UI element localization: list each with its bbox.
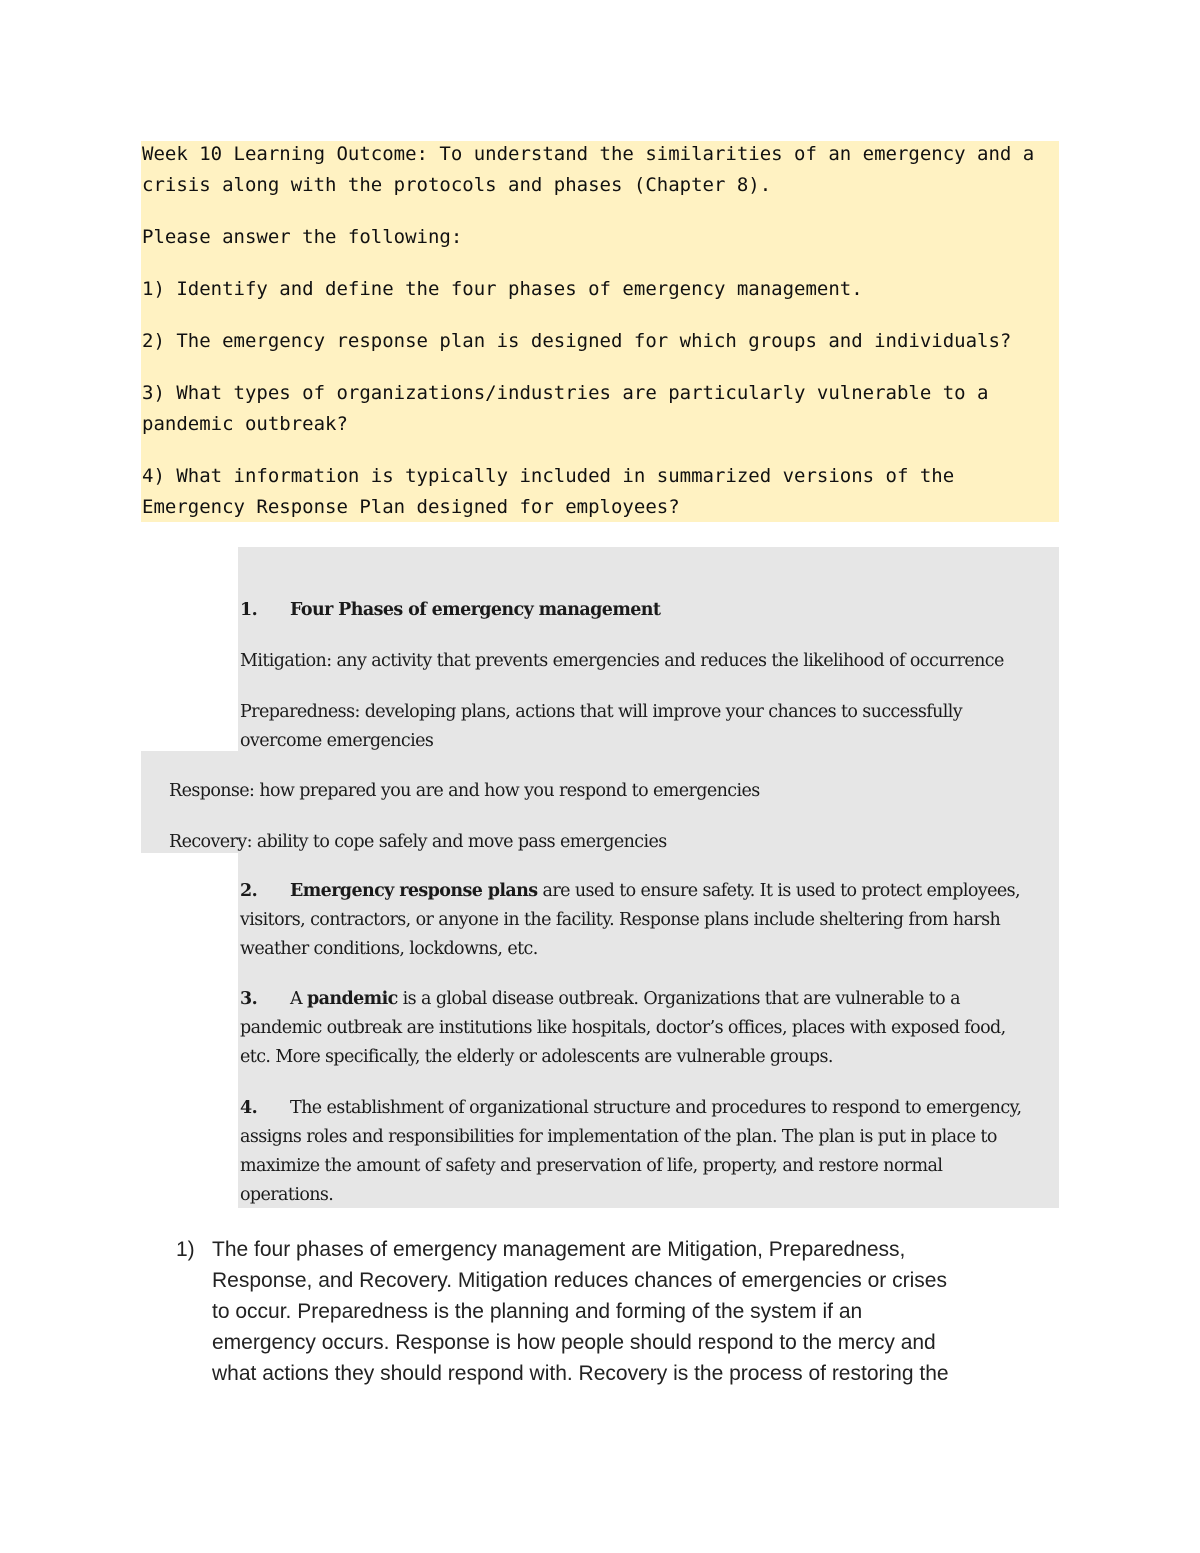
item-1-number: 1.: [240, 600, 258, 620]
item-2-line-2: visitors, contractors, or anyone in the facility. Response plans include sheltering from harsh: [240, 910, 1001, 930]
item-3-line-1: [240, 985, 960, 1014]
item-3-prefix: A: [290, 989, 308, 1009]
item-2-line-1: [240, 877, 1020, 906]
preparedness-line-1: Preparedness: developing plans, actions that will improve your chances to successfully: [240, 702, 963, 722]
item-4-line-1-text: The establishment of organizational structure and procedures to respond to emergency,: [290, 1098, 1022, 1118]
item-4-line-3: maximize the amount of safety and preservation of life, property, and restore normal: [240, 1156, 943, 1176]
answer-1: [176, 1234, 1092, 1389]
mitigation-definition: Mitigation: any activity that prevents emergencies and reduces the likelihood of occurrence: [240, 651, 1004, 671]
item-1-title: Four Phases of emergency management: [290, 600, 661, 620]
response-definition: Response: how prepared you are and how you respond to emergencies: [169, 781, 760, 801]
item-3-number: 3.: [240, 989, 258, 1009]
item-1-heading: [240, 596, 660, 625]
question-3-line-1: 3) What types of organizations/industries are particularly vulnerable to a: [142, 382, 989, 404]
item-2-term: Emergency response plans: [290, 881, 538, 901]
answer-1-line-1: The four phases of emergency management are Mitigation, Preparedness,: [212, 1238, 906, 1261]
question-1: 1) Identify and define the four phases of emergency management.: [142, 278, 863, 300]
item-3-line-3: etc. More specifically, the elderly or adolescents are vulnerable groups.: [240, 1047, 833, 1067]
answer-1-line-2: Response, and Recovery. Mitigation reduces chances of emergencies or crises: [212, 1269, 947, 1292]
preparedness-line-2: overcome emergencies: [240, 731, 434, 751]
question-4-line-1: 4) What information is typically included in summarized versions of the: [142, 465, 955, 487]
item-4-number: 4.: [240, 1098, 258, 1118]
item-2-line-1-text: are used to ensure safety. It is used to protect employees,: [537, 881, 1020, 901]
answer-1-line-3: to occur. Preparedness is the planning and forming of the system if an: [212, 1300, 863, 1323]
item-2-line-3: weather conditions, lockdowns, etc.: [240, 939, 538, 959]
answer-1-line-5: what actions they should respond with. Recovery is the process of restoring the: [212, 1362, 949, 1385]
recovery-definition: Recovery: ability to cope safely and move pass emergencies: [169, 832, 667, 852]
item-3-term: pandemic: [307, 989, 398, 1009]
question-2: 2) The emergency response plan is designed for which groups and individuals?: [142, 330, 1012, 352]
instruction: Please answer the following:: [142, 226, 463, 248]
question-3-line-2: pandemic outbreak?: [142, 413, 348, 435]
item-3-line-2: pandemic outbreak are institutions like hospitals, doctor’s offices, places with exposed food,: [240, 1018, 1006, 1038]
outcome-line-2: crisis along with the protocols and phases (Chapter 8).: [142, 174, 772, 196]
outcome-line-1: Week 10 Learning Outcome: To understand the similarities of an emergency and a: [142, 143, 1035, 165]
item-4-line-4: operations.: [240, 1185, 334, 1205]
item-4-line-1: [240, 1094, 1021, 1123]
item-4-line-2: assigns roles and responsibilities for implementation of the plan. The plan is put in place to: [240, 1127, 997, 1147]
question-4-line-2: Emergency Response Plan designed for employees?: [142, 496, 680, 518]
item-2-number: 2.: [240, 881, 258, 901]
item-3-line-1-text: is a global disease outbreak. Organizations that are vulnerable to a: [397, 989, 960, 1009]
answer-1-number: 1): [176, 1238, 195, 1261]
answer-1-line-4: emergency occurs. Response is how people should respond to the mercy and: [212, 1331, 936, 1354]
